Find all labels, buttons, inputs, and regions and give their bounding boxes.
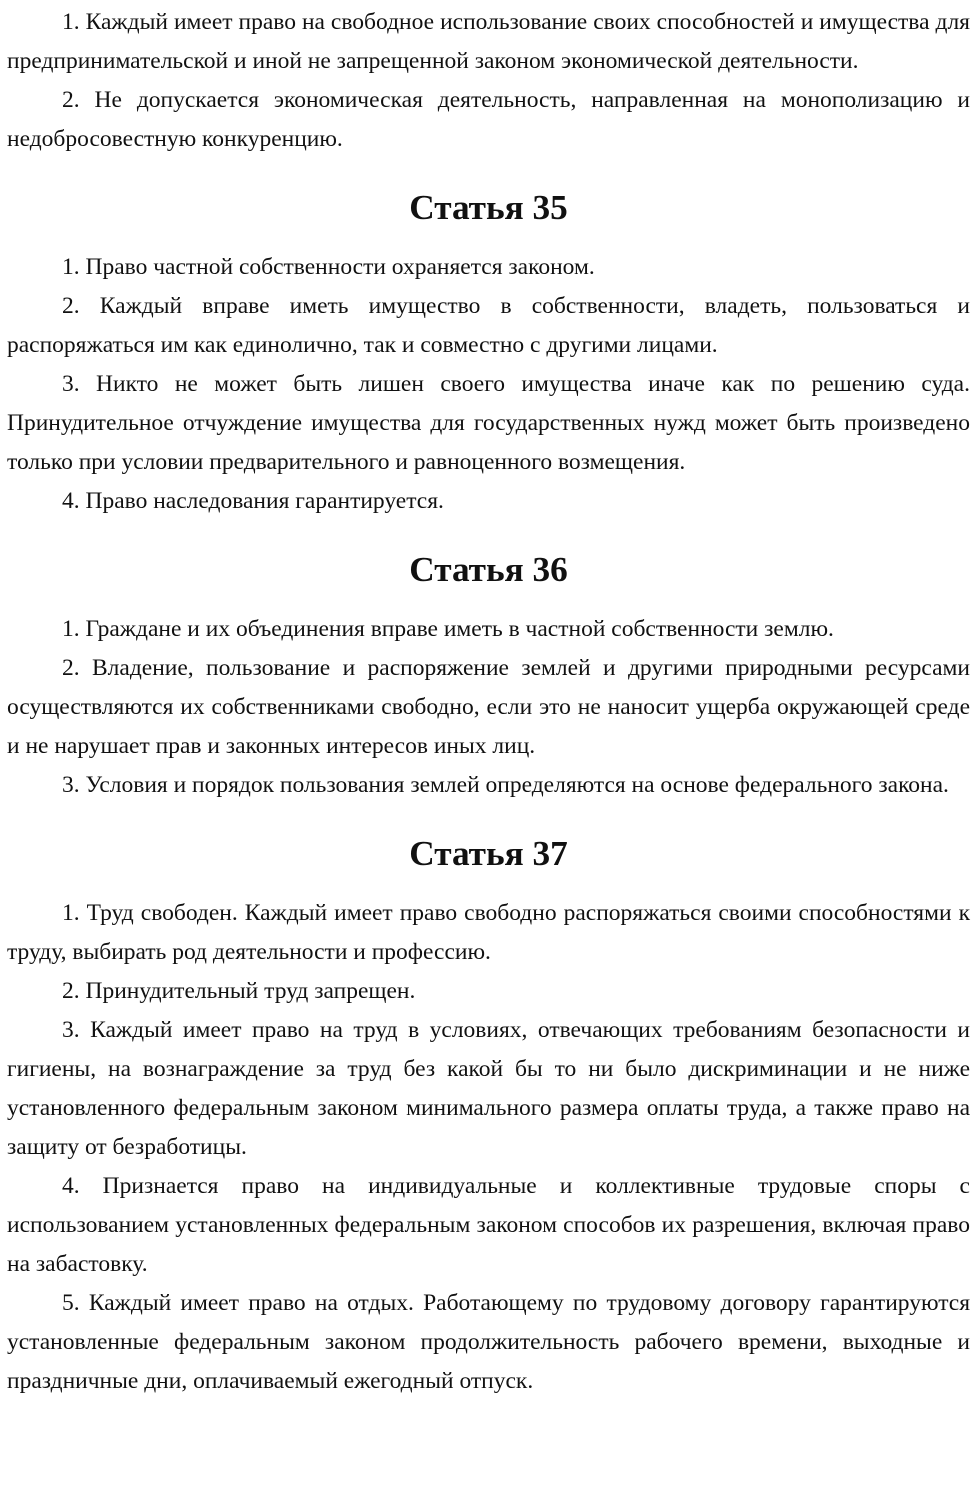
article-35 bbox=[7, 159, 970, 521]
paragraph: 1. Право частной собственности охраняется законом. bbox=[62, 254, 595, 280]
paragraph: 3. Никто не может быть лишен своего имущества иначе как по решению суда. Принудительное отчуждение имущества для государственных нужд может быть произведено только при условии предварительного и равноценного возмещения. bbox=[7, 371, 970, 475]
paragraph: 2. Не допускается экономическая деятельность, направленная на монополизацию и недобросовестную конкуренцию. bbox=[7, 87, 970, 152]
paragraph: 5. Каждый имеет право на отдых. Работающему по трудовому договору гарантируются установленные федеральным законом продолжительность рабочего времени, выходные и праздничные дни, оплачиваемый ежегодный отпуск. bbox=[7, 1290, 970, 1394]
paragraph: 3. Условия и порядок пользования землей определяются на основе федерального закона. bbox=[62, 772, 949, 798]
article-title: Статья 36 bbox=[409, 550, 568, 589]
paragraph: 4. Право наследования гарантируется. bbox=[62, 488, 444, 514]
paragraph: 2. Принудительный труд запрещен. bbox=[62, 978, 416, 1004]
article-37 bbox=[7, 805, 970, 1401]
article-title: Статья 37 bbox=[409, 834, 568, 873]
paragraph: 2. Каждый вправе иметь имущество в собственности, владеть, пользоваться и распоряжаться им как единолично, так и совместно с другими лицами. bbox=[7, 293, 970, 358]
paragraph: 1. Граждане и их объединения вправе иметь в частной собственности землю. bbox=[62, 616, 834, 642]
paragraph: 1. Каждый имеет право на свободное использование своих способностей и имущества для предпринимательской и иной не запрещенной законом экономической деятельности. bbox=[7, 9, 970, 74]
article-title: Статья 35 bbox=[409, 188, 568, 227]
article-36 bbox=[7, 521, 970, 805]
paragraph: 1. Труд свободен. Каждый имеет право свободно распоряжаться своими способностями к труду, выбирать род деятельности и профессию. bbox=[7, 900, 970, 965]
paragraph: 3. Каждый имеет право на труд в условиях, отвечающих требованиям безопасности и гигиены, на вознаграждение за труд без какой бы то ни было дискриминации и не ниже установленного федеральным законом минимального размера оплаты труда, а также право на защиту от безработицы. bbox=[7, 1017, 970, 1160]
paragraph: 2. Владение, пользование и распоряжение землей и другими природными ресурсами осуществляются их собственниками свободно, если это не наносит ущерба окружающей среде и не нарушает прав и законных интересов иных лиц. bbox=[7, 655, 970, 759]
paragraph: 4. Признается право на индивидуальные и коллективные трудовые споры с использованием установленных федеральным законом способов их разрешения, включая право на забастовку. bbox=[7, 1173, 970, 1277]
